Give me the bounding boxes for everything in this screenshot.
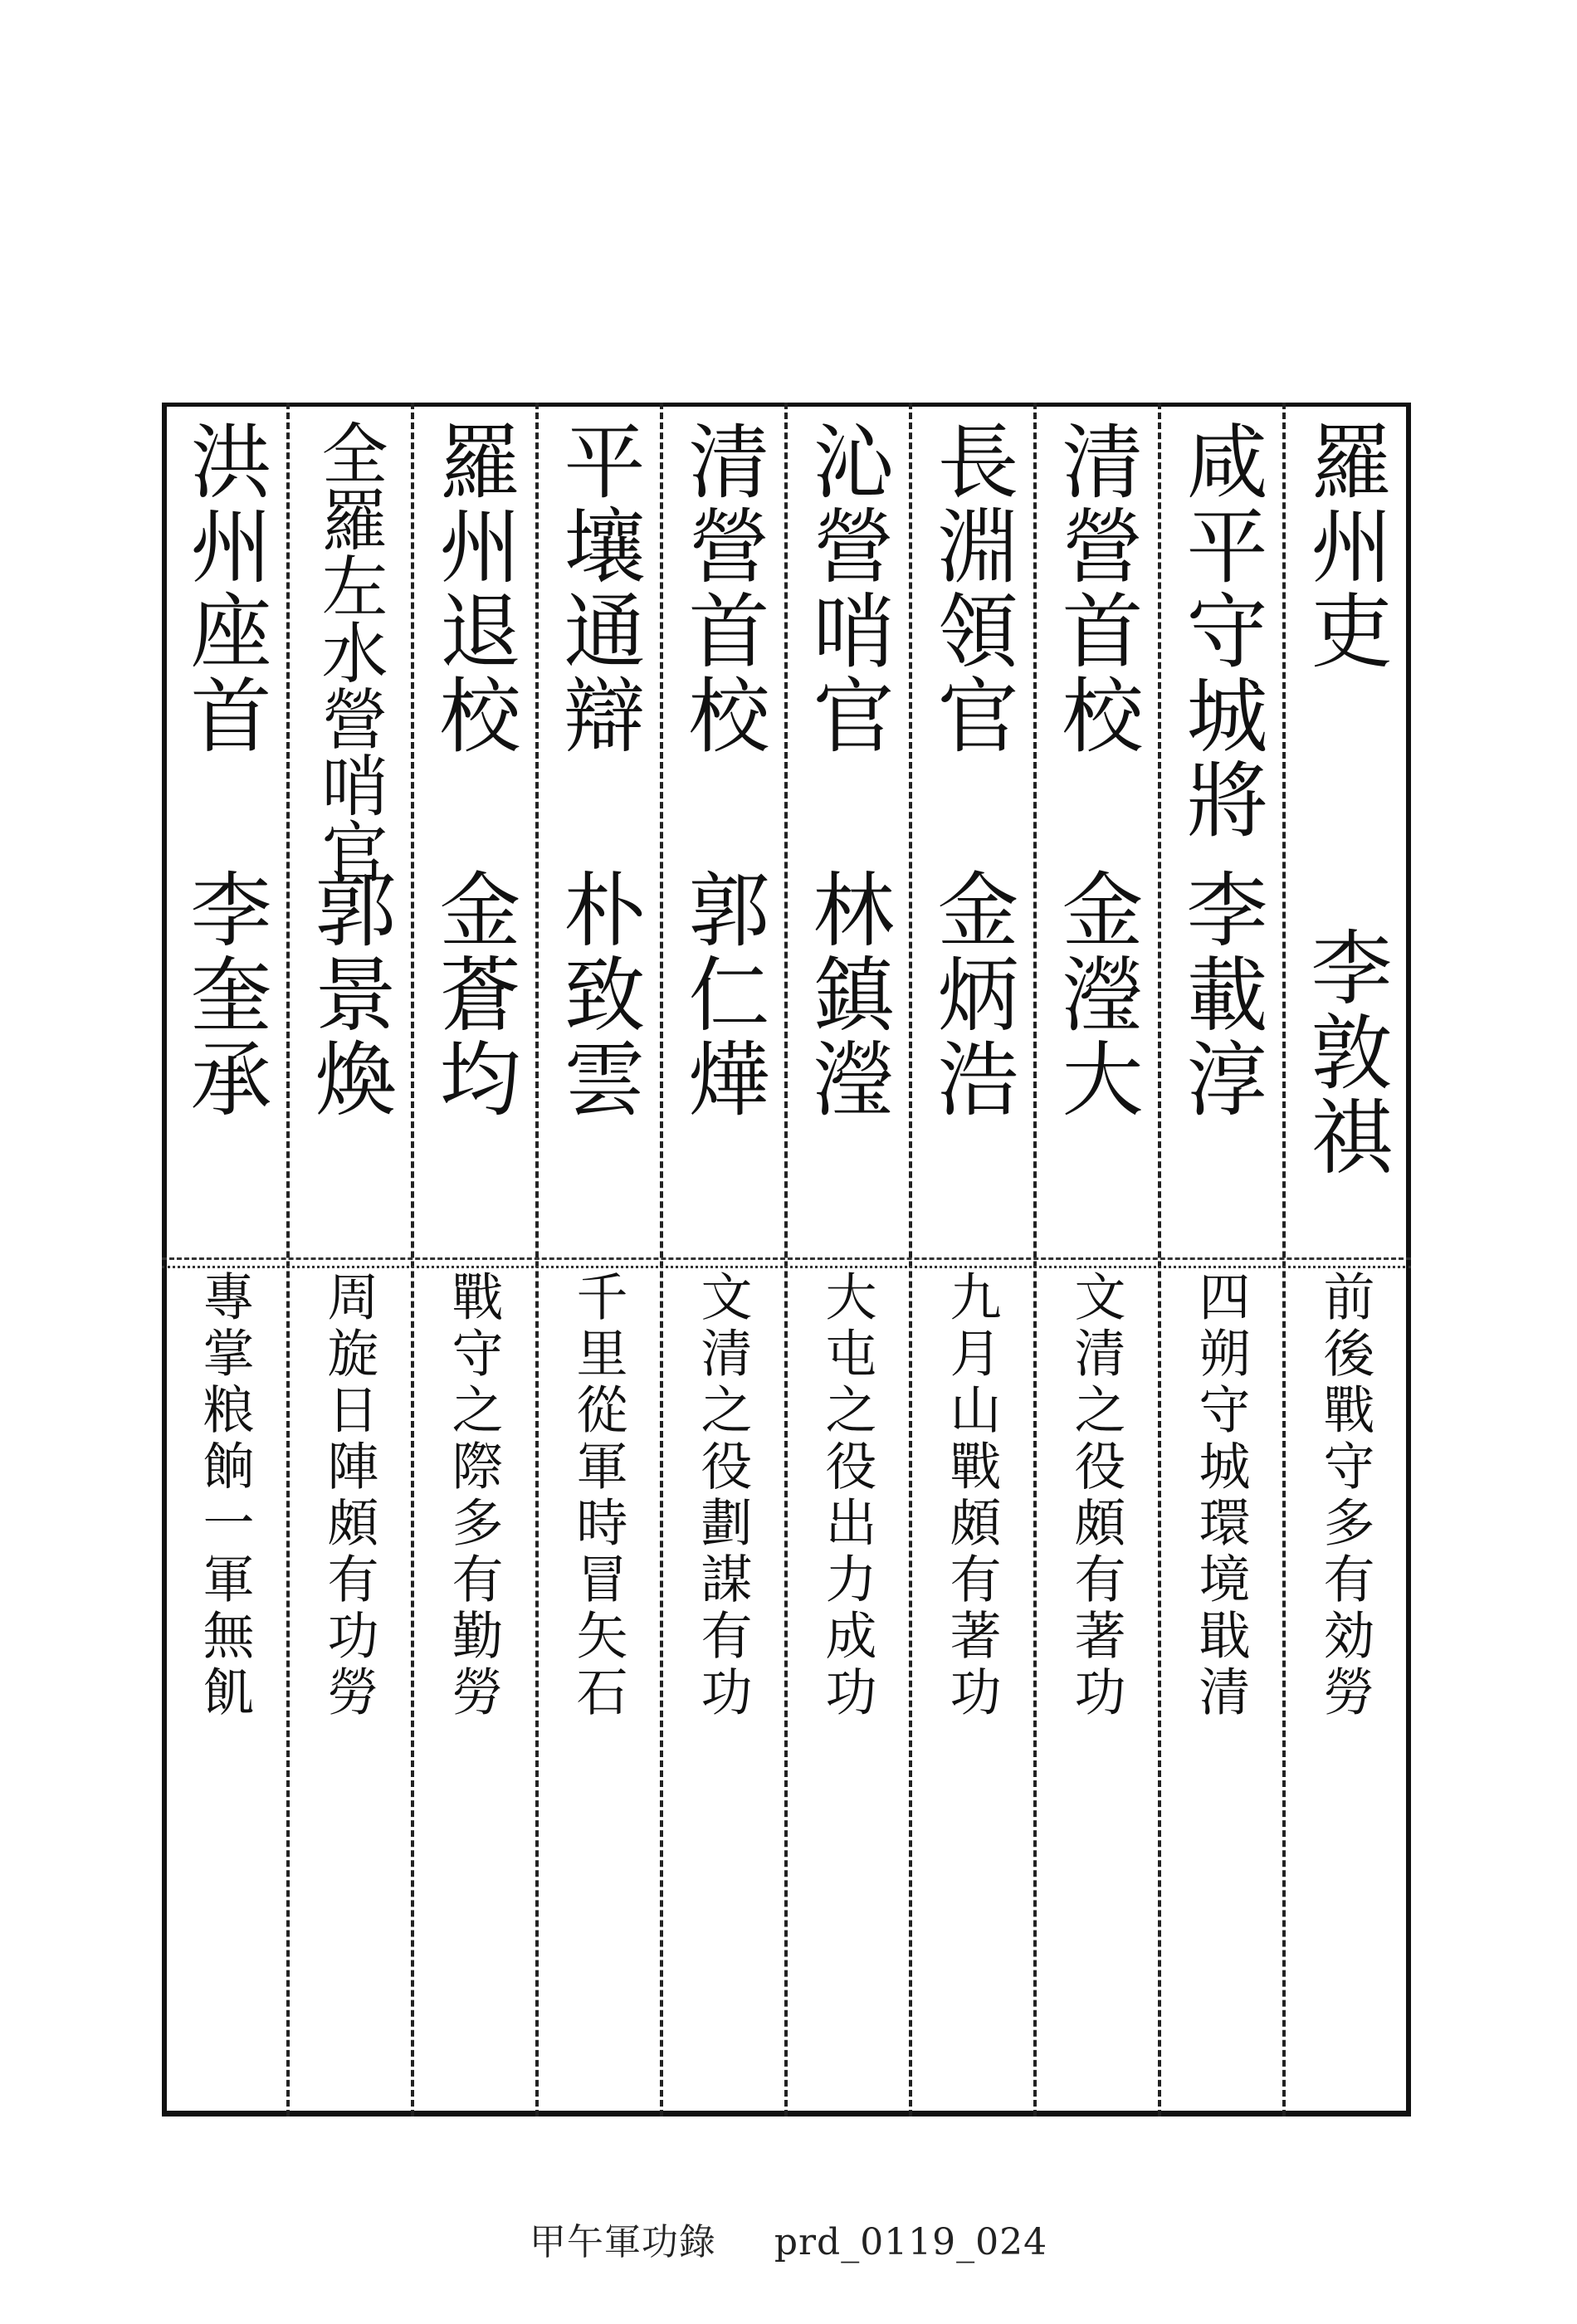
entry-name: 郭仁燁 — [675, 867, 769, 1121]
entry-name: 李載淳 — [1173, 867, 1267, 1121]
ruled-leaf — [162, 403, 1411, 2116]
entry-title: 洪州座首 — [177, 419, 271, 758]
entry-name: 金炳浩 — [924, 867, 1018, 1121]
entry-title: 羅州吏 — [1297, 419, 1392, 673]
entry-name: 林鎮瀅 — [799, 867, 894, 1121]
column-note — [286, 1270, 411, 2092]
column-head — [909, 419, 1033, 1257]
entry-title: 平壤通辯 — [550, 419, 645, 758]
column-head — [1282, 419, 1407, 1257]
entry-title: 清營首校 — [675, 419, 769, 758]
column-note — [162, 1270, 286, 2092]
column-note — [1282, 1270, 1407, 2092]
entry-name: 金瀅大 — [1048, 867, 1143, 1121]
column-head — [162, 419, 286, 1257]
entry-name: 李敦祺 — [1297, 925, 1392, 1179]
entry-note: 九月山戰頗有著功 — [941, 1270, 1002, 1721]
entry-title: 咸平守城將 — [1173, 419, 1267, 842]
caption-title: 甲午軍功錄 — [529, 2221, 716, 2263]
entry-name: 金蒼均 — [426, 867, 520, 1121]
column-note — [784, 1270, 909, 2092]
column-head — [286, 419, 411, 1257]
entry-title: 沁營哨官 — [799, 419, 894, 758]
entry-name: 郭景煥 — [301, 867, 396, 1121]
section-divider — [162, 1257, 1411, 1260]
page-caption — [0, 2212, 1577, 2265]
column-head — [660, 419, 784, 1257]
entry-note: 大屯之役出力成功 — [817, 1270, 877, 1721]
column-head — [1033, 419, 1158, 1257]
entry-note: 文清之役頗有著功 — [1066, 1270, 1126, 1721]
section-divider-secondary — [162, 1266, 1411, 1268]
column-head — [1158, 419, 1282, 1257]
entry-note: 千里從軍時冒矢石 — [568, 1270, 628, 1721]
column-note — [1033, 1270, 1158, 2092]
column-note — [535, 1270, 660, 2092]
entry-title: 長淵領官 — [924, 419, 1018, 758]
entry-note: 前後戰守多有効勞 — [1315, 1270, 1375, 1721]
column-note — [660, 1270, 784, 2092]
entry-title: 清營首校 — [1048, 419, 1143, 758]
column-head — [784, 419, 909, 1257]
entry-title: 全羅左水營哨官 — [310, 419, 388, 884]
caption-id: prd_0119_024 — [774, 2221, 1048, 2263]
column-note — [909, 1270, 1033, 2092]
column-head — [411, 419, 535, 1257]
entry-title: 羅州退校 — [426, 419, 520, 758]
entry-name: 朴致雲 — [550, 867, 645, 1121]
entry-note: 四朔守城環境戢清 — [1190, 1270, 1251, 1721]
entry-note: 文清之役劃謀有功 — [692, 1270, 753, 1721]
entry-note: 戰守之際多有勤勞 — [443, 1270, 504, 1721]
entry-note: 專掌粮餉一軍無飢 — [194, 1270, 255, 1721]
entry-name: 李奎承 — [177, 867, 271, 1121]
column-head — [535, 419, 660, 1257]
column-note — [411, 1270, 535, 2092]
column-note — [1158, 1270, 1282, 2092]
entry-note: 周旋日陣頗有功勞 — [319, 1270, 379, 1721]
